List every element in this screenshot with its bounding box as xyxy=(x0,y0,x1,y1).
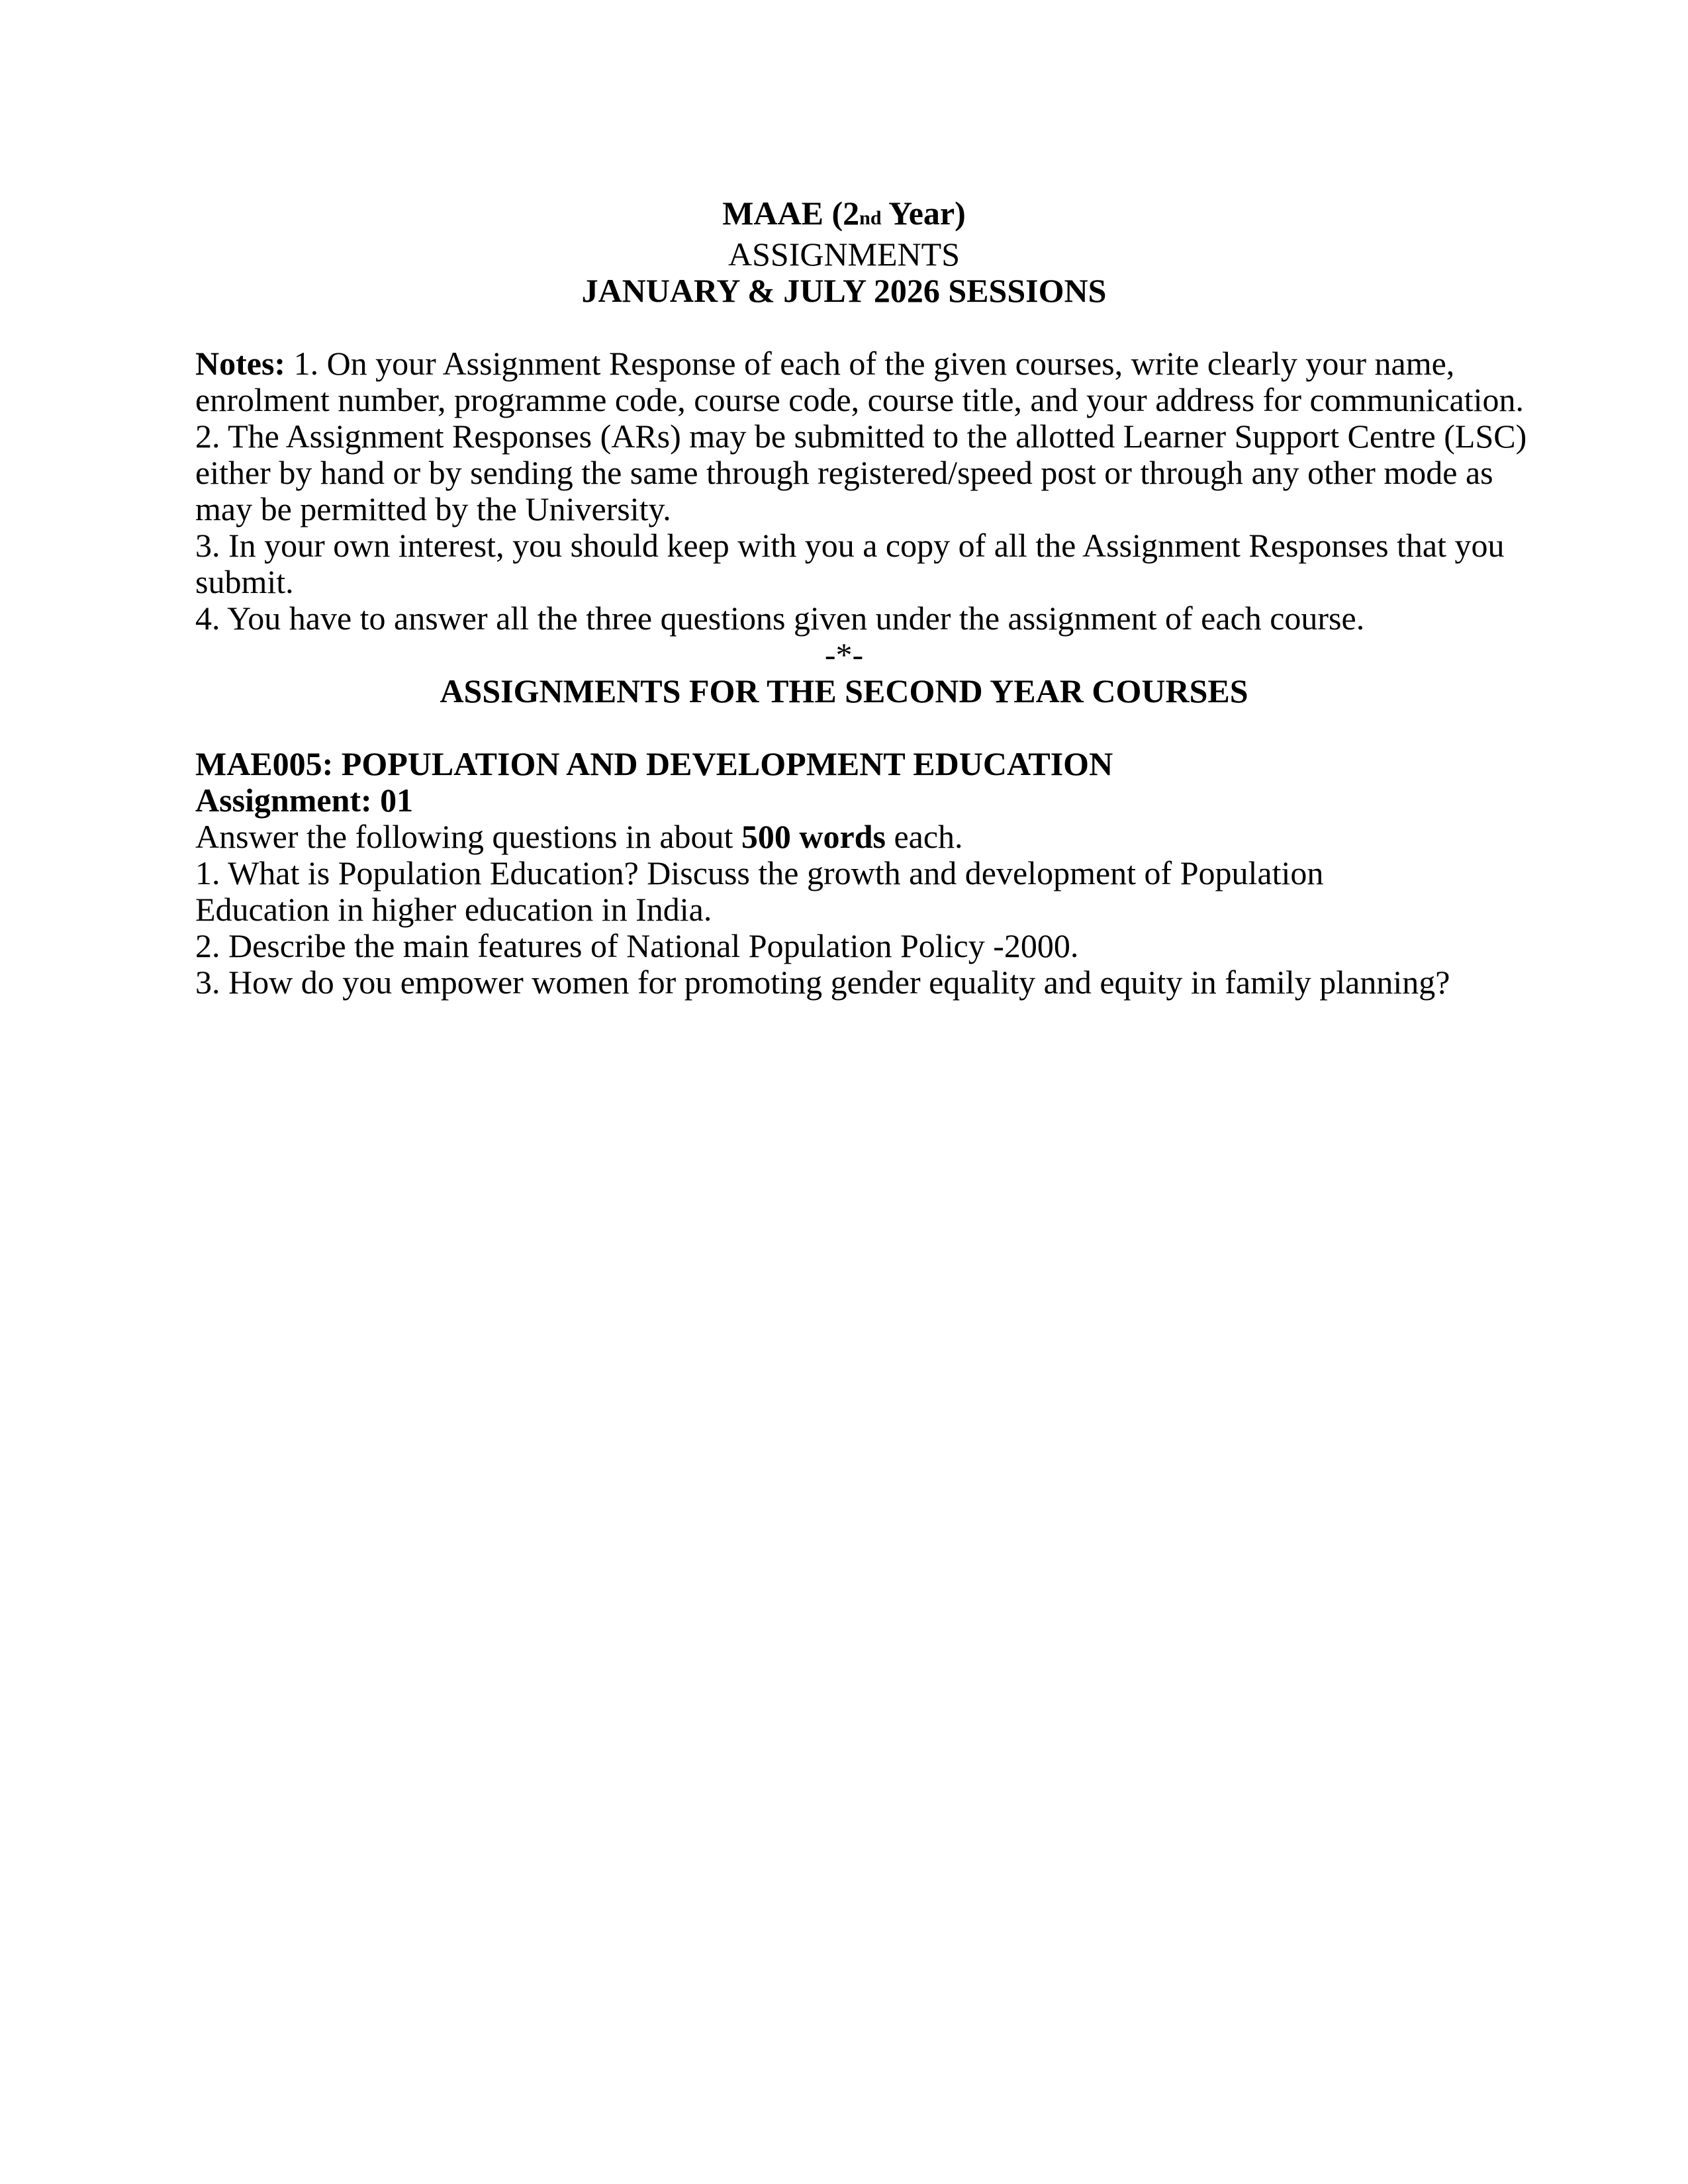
question-line-1: 1. What is Population Education? Discuss the growth and development of Population xyxy=(195,854,1324,891)
assignment-label: Assignment: 01 xyxy=(195,782,414,819)
notes-line-1 xyxy=(195,345,1493,382)
doc-title-ordinal: nd xyxy=(859,207,882,229)
notes-line-2: enrolment number, programme code, course code, course title, and your address for communication. xyxy=(195,381,1524,418)
section-heading: ASSIGNMENTS FOR THE SECOND YEAR COURSES xyxy=(440,672,1248,709)
spacer xyxy=(195,709,1493,746)
notes-label: Notes: xyxy=(195,345,286,382)
course-title: MAE005: POPULATION AND DEVELOPMENT EDUCATION xyxy=(195,745,1113,782)
instruction-post: each. xyxy=(885,818,963,855)
question-line-2: Education in higher education in India. xyxy=(195,891,712,928)
notes-line-5: may be permitted by the University. xyxy=(195,490,671,527)
doc-title-line xyxy=(195,195,1493,236)
instruction-emphasis: 500 words xyxy=(741,818,886,855)
spacer xyxy=(195,309,1493,345)
instruction-line xyxy=(195,819,1493,855)
doc-sessions-line: JANUARY & JULY 2026 SESSIONS xyxy=(581,272,1107,309)
notes-line-3: 2. The Assignment Responses (ARs) may be submitted to the allotted Learner Support Centre (LSC) xyxy=(195,418,1527,455)
doc-title-post: Year) xyxy=(881,195,966,232)
doc-subtitle: ASSIGNMENTS xyxy=(727,236,961,273)
notes-line-6: 3. In your own interest, you should keep with you a copy of all the Assignment Responses that you xyxy=(195,527,1505,564)
doc-title-pre: MAAE (2 xyxy=(722,195,860,232)
question-line-3: 2. Describe the main features of National Population Policy -2000. xyxy=(195,927,1079,964)
page-content xyxy=(195,195,1527,1001)
notes-line-8: 4. You have to answer all the three questions given under the assignment of each course. xyxy=(195,600,1365,637)
separator: -*- xyxy=(824,636,864,673)
question-line-4: 3. How do you empower women for promoting gender equality and equity in family planning? xyxy=(195,964,1450,1001)
notes-line-7: submit. xyxy=(195,563,294,600)
notes-line-4: either by hand or by sending the same through registered/speed post or through any other mode as xyxy=(195,454,1493,491)
instruction-pre: Answer the following questions in about xyxy=(195,818,741,855)
notes-line-1-text: 1. On your Assignment Response of each of the given courses, write clearly your name, xyxy=(285,345,1455,382)
